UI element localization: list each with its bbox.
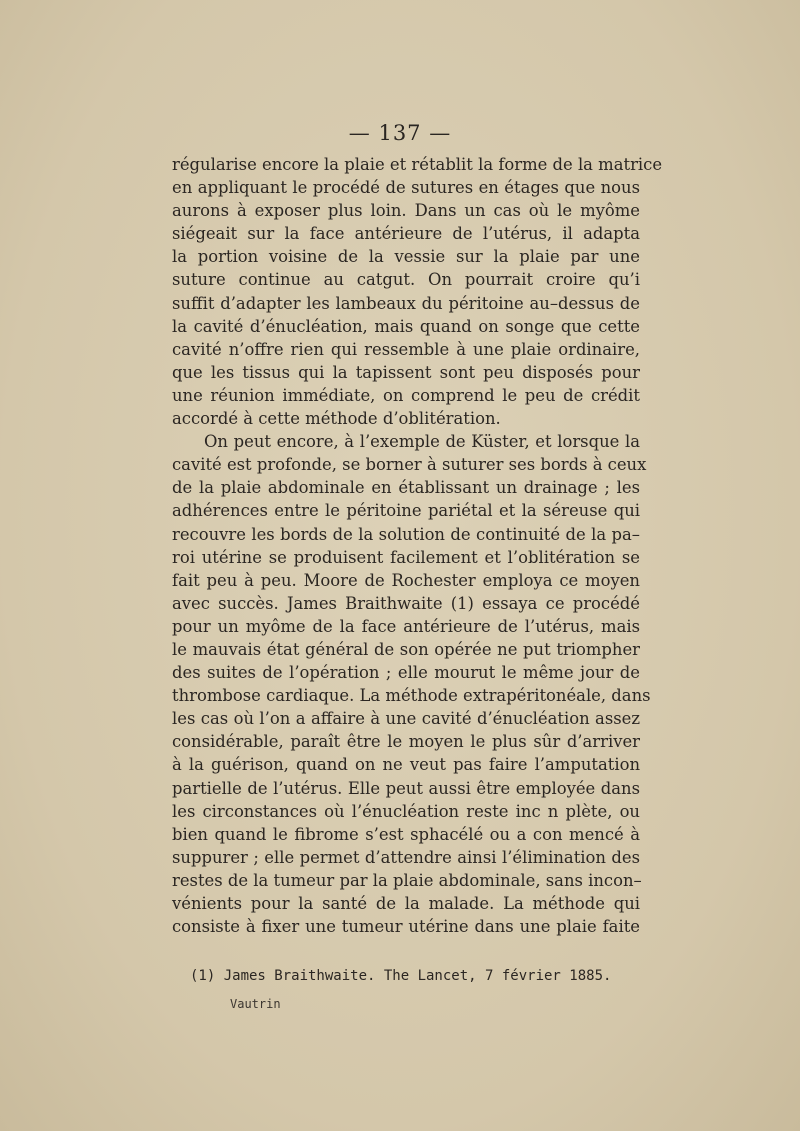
text-line: la cavité d’énucléation, mais quand on songe que cette [172,316,640,336]
text-line: considérable, paraît être le moyen le plus sûr d’arriver [172,732,640,752]
text-line: à la guérison, quand on ne veut pas faire l’amputation [172,755,640,775]
text-line: accordé à cette méthode d’oblitération. [172,409,501,429]
text-line: de la plaie abdominale en établissant un drainage ; les [172,478,640,498]
text-line: la portion voisine de la vessie sur la plaie par une [172,247,640,267]
text-line: suffit d’adapter les lambeaux du péritoine au–dessus de [172,293,640,313]
text-line: les circonstances où l’énucléation reste inc n plète, ou [172,801,640,821]
text-line: recouvre les bords de la solution de continuité de la pa– [172,524,640,544]
text-line: thrombose cardiaque. La méthode extrapéritonéale, dans [172,686,651,706]
page-number: — 137 — [348,121,452,145]
text-line: suture continue au catgut. On pourrait croire qu’i [172,270,640,290]
text-line: des suites de l’opération ; elle mourut le même jour de [172,663,640,683]
text-line: partielle de l’utérus. Elle peut aussi être employée dans [172,778,640,798]
text-line: en appliquant le procédé de sutures en étages que nous [172,178,640,198]
text-line: avec succès. James Braithwaite (1) essaya ce procédé [172,593,640,613]
text-line: roi utérine se produisent facilement et l’oblitération se [172,547,640,567]
text-line: bien quand le fibrome s’est sphacélé ou a con mencé à [172,824,640,844]
footnote: (1) James Braithwaite. The Lancet, 7 février 1885. [190,968,612,984]
text-line: une réunion immédiate, on comprend le peu de crédit [172,385,640,405]
text-line: adhérences entre le péritoine pariétal et la séreuse qui [172,501,640,521]
text-line: restes de la tumeur par la plaie abdominale, sans incon– [172,870,642,890]
body-text [172,153,663,938]
text-line: cavité est profonde, se borner à suturer ses bords à ceux [172,455,647,475]
text-line: cavité n’offre rien qui ressemble à une plaie ordinaire, [172,339,640,359]
signature: Vautrin [230,997,281,1011]
text-line: On peut encore, à l’exemple de Küster, et lorsque la [204,432,640,452]
text-line: régularise encore la plaie et rétablit la forme de la matrice [172,155,663,174]
text-line: les cas où l’on a affaire à une cavité d’énucléation assez [172,709,640,729]
text-line: pour un myôme de la face antérieure de l’utérus, mais [172,616,640,636]
text-line: aurons à exposer plus loin. Dans un cas où le myôme [172,201,640,221]
text-line: siégeait sur la face antérieure de l’utérus, il adapta [172,224,640,244]
text-line: suppurer ; elle permet d’attendre ainsi l’élimination des [172,847,640,867]
text-line: fait peu à peu. Moore de Rochester employa ce moyen [172,570,640,590]
text-line: que les tissus qui la tapissent sont peu disposés pour [172,362,640,382]
text-line: consiste à fixer une tumeur utérine dans une plaie faite [172,917,640,937]
text-line: vénients pour la santé de la malade. La méthode qui [172,894,640,913]
text-line: le mauvais état général de son opérée ne put triompher [172,639,640,659]
